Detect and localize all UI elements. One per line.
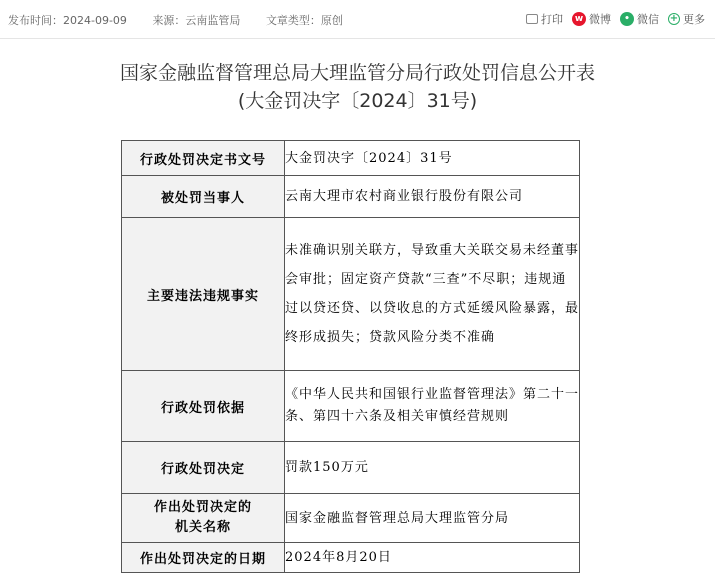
row-label: 行政处罚决定 <box>122 442 285 494</box>
table-row <box>122 543 580 573</box>
row-label-line2: 机关名称 <box>174 520 231 535</box>
more-label: 更多 <box>683 13 705 26</box>
weibo-label: 微博 <box>589 13 611 26</box>
row-label: 被处罚当事人 <box>122 176 285 218</box>
row-value: 未准确识别关联方，导致重大关联交易未经董事会审批；固定资产贷款“三查”不尽职；违规通过以贷还贷、以贷收息的方式延缓风险暴露，最终形成损失；贷款风险分类不准确 <box>285 218 580 371</box>
row-label: 行政处罚依据 <box>122 371 285 442</box>
wechat-icon: • <box>620 12 634 26</box>
row-value: 罚款150万元 <box>285 442 580 494</box>
row-value: 2024年8月20日 <box>285 543 580 573</box>
row-label-line1: 作出处罚决定的 <box>153 500 252 515</box>
share-wechat-button[interactable] <box>620 11 659 27</box>
row-label: 主要违法违规事实 <box>122 218 285 371</box>
table-row <box>122 371 580 442</box>
table-row <box>122 494 580 543</box>
print-button[interactable] <box>526 11 563 27</box>
share-weibo-button[interactable] <box>572 11 611 27</box>
print-label: 打印 <box>541 13 563 26</box>
publish-date: 发布时间：2024-09-09 <box>8 14 127 27</box>
row-label <box>122 494 285 543</box>
more-icon: + <box>669 13 679 24</box>
row-value: 《中华人民共和国银行业监督管理法》第二十一条、第四十六条及相关审慎经营规则 <box>285 371 580 442</box>
wechat-label: 微信 <box>637 13 659 26</box>
table-row <box>122 442 580 494</box>
page-title <box>0 60 715 114</box>
title-line2: (大金罚决字〔2024〕31号) <box>237 90 478 112</box>
article-source: 来源：云南监管局 <box>152 14 241 27</box>
row-label: 行政处罚决定书文号 <box>122 141 285 176</box>
table-row <box>122 176 580 218</box>
article-type: 文章类型：原创 <box>265 14 343 27</box>
table-row <box>122 141 580 176</box>
penalty-info-table <box>121 140 580 573</box>
share-bar <box>526 11 705 27</box>
title-line1: 国家金融监督管理总局大理监管分局行政处罚信息公开表 <box>119 62 595 84</box>
print-icon <box>526 14 538 24</box>
row-value: 国家金融监督管理总局大理监管分局 <box>285 494 580 543</box>
table-row <box>122 218 580 371</box>
article-meta-bar <box>0 0 715 39</box>
row-value: 大金罚决字〔2024〕31号 <box>285 141 580 176</box>
row-value: 云南大理市农村商业银行股份有限公司 <box>285 176 580 218</box>
row-label: 作出处罚决定的日期 <box>122 543 285 573</box>
share-more-button[interactable] <box>668 11 705 27</box>
article-meta <box>8 12 365 28</box>
weibo-icon: w <box>572 12 586 26</box>
